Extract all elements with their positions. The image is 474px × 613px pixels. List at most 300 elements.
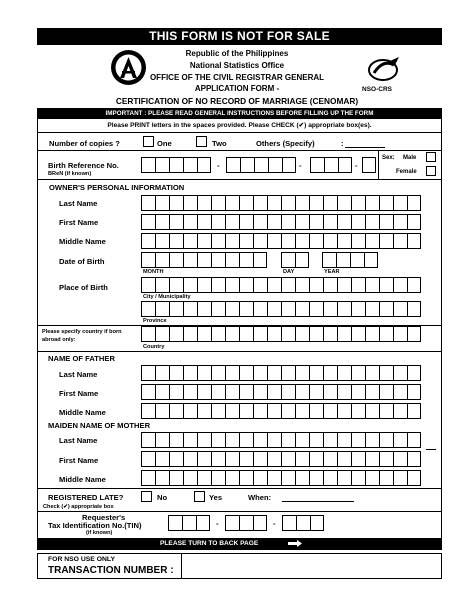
input-cell[interactable] <box>295 277 309 293</box>
owner-dob-year-field[interactable] <box>322 252 378 268</box>
input-cell[interactable] <box>364 252 378 268</box>
input-cell[interactable] <box>183 214 197 230</box>
input-cell[interactable] <box>351 301 365 317</box>
input-cell[interactable] <box>309 301 323 317</box>
input-cell[interactable] <box>155 326 169 342</box>
input-cell[interactable] <box>379 195 393 211</box>
owner-dob-month-field[interactable] <box>141 252 267 268</box>
input-cell[interactable] <box>141 470 155 486</box>
input-cell[interactable] <box>323 432 337 448</box>
input-cell[interactable] <box>253 277 267 293</box>
input-cell[interactable] <box>407 214 421 230</box>
input-cell[interactable] <box>281 195 295 211</box>
input-cell[interactable] <box>183 384 197 400</box>
input-cell[interactable] <box>267 326 281 342</box>
input-cell[interactable] <box>253 403 267 419</box>
input-cell[interactable] <box>183 326 197 342</box>
input-cell[interactable] <box>211 432 225 448</box>
input-cell[interactable] <box>365 432 379 448</box>
input-cell[interactable] <box>169 451 183 467</box>
input-cell[interactable] <box>155 157 169 173</box>
input-cell[interactable] <box>211 277 225 293</box>
tin-part2[interactable] <box>225 515 267 531</box>
input-cell[interactable] <box>183 403 197 419</box>
input-cell[interactable] <box>407 432 421 448</box>
input-cell[interactable] <box>197 277 211 293</box>
sex-male-checkbox[interactable] <box>426 152 436 162</box>
breN-part3[interactable] <box>310 157 352 173</box>
input-cell[interactable] <box>253 214 267 230</box>
input-cell[interactable] <box>169 301 183 317</box>
input-cell[interactable] <box>155 384 169 400</box>
input-cell[interactable] <box>281 277 295 293</box>
input-cell[interactable] <box>323 326 337 342</box>
input-cell[interactable] <box>253 252 267 268</box>
input-cell[interactable] <box>407 233 421 249</box>
input-cell[interactable] <box>323 277 337 293</box>
input-cell[interactable] <box>393 470 407 486</box>
input-cell[interactable] <box>365 233 379 249</box>
input-cell[interactable] <box>141 326 155 342</box>
input-cell[interactable] <box>281 365 295 381</box>
input-cell[interactable] <box>337 195 351 211</box>
input-cell[interactable] <box>211 470 225 486</box>
input-cell[interactable] <box>323 301 337 317</box>
input-cell[interactable] <box>168 515 182 531</box>
input-cell[interactable] <box>281 384 295 400</box>
input-cell[interactable] <box>169 214 183 230</box>
late-when-field[interactable] <box>282 501 354 502</box>
sex-female-checkbox[interactable] <box>426 166 436 176</box>
input-cell[interactable] <box>281 252 295 268</box>
input-cell[interactable] <box>351 384 365 400</box>
late-yes-checkbox[interactable] <box>194 491 205 502</box>
input-cell[interactable] <box>365 384 379 400</box>
input-cell[interactable] <box>337 365 351 381</box>
input-cell[interactable] <box>365 301 379 317</box>
input-cell[interactable] <box>225 470 239 486</box>
input-cell[interactable] <box>239 451 253 467</box>
copies-one-checkbox[interactable] <box>143 136 154 147</box>
input-cell[interactable] <box>239 326 253 342</box>
input-cell[interactable] <box>169 470 183 486</box>
input-cell[interactable] <box>225 301 239 317</box>
input-cell[interactable] <box>267 277 281 293</box>
input-cell[interactable] <box>197 252 211 268</box>
input-cell[interactable] <box>310 515 324 531</box>
abroad-country-field[interactable] <box>141 326 421 342</box>
owner-pob-city-field[interactable] <box>141 277 421 293</box>
input-cell[interactable] <box>365 470 379 486</box>
input-cell[interactable] <box>183 195 197 211</box>
input-cell[interactable] <box>393 301 407 317</box>
input-cell[interactable] <box>169 195 183 211</box>
input-cell[interactable] <box>225 365 239 381</box>
input-cell[interactable] <box>155 195 169 211</box>
input-cell[interactable] <box>225 214 239 230</box>
mother-middle-name-field[interactable] <box>141 470 421 486</box>
input-cell[interactable] <box>169 157 183 173</box>
input-cell[interactable] <box>309 195 323 211</box>
input-cell[interactable] <box>282 515 296 531</box>
input-cell[interactable] <box>309 384 323 400</box>
input-cell[interactable] <box>141 157 155 173</box>
input-cell[interactable] <box>309 365 323 381</box>
input-cell[interactable] <box>337 326 351 342</box>
input-cell[interactable] <box>197 432 211 448</box>
input-cell[interactable] <box>253 515 267 531</box>
input-cell[interactable] <box>169 432 183 448</box>
input-cell[interactable] <box>155 301 169 317</box>
input-cell[interactable] <box>155 214 169 230</box>
input-cell[interactable] <box>225 515 239 531</box>
input-cell[interactable] <box>323 384 337 400</box>
input-cell[interactable] <box>295 403 309 419</box>
input-cell[interactable] <box>281 403 295 419</box>
input-cell[interactable] <box>407 277 421 293</box>
input-cell[interactable] <box>309 470 323 486</box>
input-cell[interactable] <box>337 403 351 419</box>
input-cell[interactable] <box>141 252 155 268</box>
input-cell[interactable] <box>253 451 267 467</box>
input-cell[interactable] <box>141 233 155 249</box>
input-cell[interactable] <box>379 470 393 486</box>
input-cell[interactable] <box>155 252 169 268</box>
input-cell[interactable] <box>211 451 225 467</box>
input-cell[interactable] <box>239 252 253 268</box>
input-cell[interactable] <box>197 233 211 249</box>
input-cell[interactable] <box>225 252 239 268</box>
input-cell[interactable] <box>282 157 296 173</box>
input-cell[interactable] <box>183 157 197 173</box>
input-cell[interactable] <box>281 451 295 467</box>
input-cell[interactable] <box>393 365 407 381</box>
mother-first-name-field[interactable] <box>141 451 421 467</box>
input-cell[interactable] <box>365 403 379 419</box>
input-cell[interactable] <box>323 451 337 467</box>
input-cell[interactable] <box>337 470 351 486</box>
input-cell[interactable] <box>141 365 155 381</box>
input-cell[interactable] <box>239 470 253 486</box>
input-cell[interactable] <box>281 233 295 249</box>
input-cell[interactable] <box>183 277 197 293</box>
input-cell[interactable] <box>155 233 169 249</box>
input-cell[interactable] <box>351 326 365 342</box>
input-cell[interactable] <box>365 277 379 293</box>
input-cell[interactable] <box>393 403 407 419</box>
input-cell[interactable] <box>379 214 393 230</box>
input-cell[interactable] <box>407 326 421 342</box>
input-cell[interactable] <box>365 365 379 381</box>
input-cell[interactable] <box>225 277 239 293</box>
input-cell[interactable] <box>225 403 239 419</box>
owner-middle-name-field[interactable] <box>141 233 421 249</box>
input-cell[interactable] <box>337 277 351 293</box>
input-cell[interactable] <box>183 470 197 486</box>
input-cell[interactable] <box>141 214 155 230</box>
input-cell[interactable] <box>183 365 197 381</box>
input-cell[interactable] <box>267 195 281 211</box>
input-cell[interactable] <box>155 470 169 486</box>
input-cell[interactable] <box>295 233 309 249</box>
input-cell[interactable] <box>253 195 267 211</box>
input-cell[interactable] <box>253 326 267 342</box>
input-cell[interactable] <box>295 252 309 268</box>
input-cell[interactable] <box>239 195 253 211</box>
input-cell[interactable] <box>141 301 155 317</box>
input-cell[interactable] <box>197 470 211 486</box>
input-cell[interactable] <box>211 365 225 381</box>
input-cell[interactable] <box>281 326 295 342</box>
input-cell[interactable] <box>322 252 336 268</box>
input-cell[interactable] <box>323 403 337 419</box>
input-cell[interactable] <box>253 365 267 381</box>
breN-part4[interactable] <box>362 157 376 173</box>
input-cell[interactable] <box>267 470 281 486</box>
input-cell[interactable] <box>337 451 351 467</box>
input-cell[interactable] <box>183 432 197 448</box>
input-cell[interactable] <box>351 233 365 249</box>
input-cell[interactable] <box>141 451 155 467</box>
input-cell[interactable] <box>225 233 239 249</box>
input-cell[interactable] <box>197 365 211 381</box>
input-cell[interactable] <box>309 451 323 467</box>
input-cell[interactable] <box>323 470 337 486</box>
input-cell[interactable] <box>379 451 393 467</box>
input-cell[interactable] <box>393 195 407 211</box>
input-cell[interactable] <box>141 432 155 448</box>
input-cell[interactable] <box>310 157 324 173</box>
input-cell[interactable] <box>309 432 323 448</box>
input-cell[interactable] <box>407 451 421 467</box>
input-cell[interactable] <box>211 195 225 211</box>
input-cell[interactable] <box>254 157 268 173</box>
input-cell[interactable] <box>295 470 309 486</box>
input-cell[interactable] <box>183 233 197 249</box>
input-cell[interactable] <box>267 403 281 419</box>
input-cell[interactable] <box>141 403 155 419</box>
breN-part2[interactable] <box>226 157 296 173</box>
input-cell[interactable] <box>393 451 407 467</box>
input-cell[interactable] <box>239 365 253 381</box>
input-cell[interactable] <box>309 277 323 293</box>
input-cell[interactable] <box>197 214 211 230</box>
input-cell[interactable] <box>365 195 379 211</box>
input-cell[interactable] <box>253 301 267 317</box>
tin-part3[interactable] <box>282 515 324 531</box>
input-cell[interactable] <box>379 365 393 381</box>
father-first-name-field[interactable] <box>141 384 421 400</box>
owner-dob-day-field[interactable] <box>281 252 309 268</box>
input-cell[interactable] <box>351 403 365 419</box>
input-cell[interactable] <box>169 233 183 249</box>
input-cell[interactable] <box>239 277 253 293</box>
input-cell[interactable] <box>253 384 267 400</box>
input-cell[interactable] <box>267 301 281 317</box>
input-cell[interactable] <box>141 384 155 400</box>
input-cell[interactable] <box>225 384 239 400</box>
input-cell[interactable] <box>267 384 281 400</box>
input-cell[interactable] <box>295 326 309 342</box>
input-cell[interactable] <box>211 384 225 400</box>
input-cell[interactable] <box>211 403 225 419</box>
input-cell[interactable] <box>309 403 323 419</box>
owner-last-name-field[interactable] <box>141 195 421 211</box>
input-cell[interactable] <box>169 403 183 419</box>
input-cell[interactable] <box>309 214 323 230</box>
input-cell[interactable] <box>211 326 225 342</box>
input-cell[interactable] <box>239 515 253 531</box>
input-cell[interactable] <box>393 214 407 230</box>
input-cell[interactable] <box>267 365 281 381</box>
input-cell[interactable] <box>196 515 210 531</box>
input-cell[interactable] <box>225 451 239 467</box>
input-cell[interactable] <box>393 277 407 293</box>
input-cell[interactable] <box>267 214 281 230</box>
input-cell[interactable] <box>225 432 239 448</box>
input-cell[interactable] <box>267 451 281 467</box>
input-cell[interactable] <box>239 403 253 419</box>
input-cell[interactable] <box>323 195 337 211</box>
input-cell[interactable] <box>379 432 393 448</box>
input-cell[interactable] <box>323 214 337 230</box>
input-cell[interactable] <box>155 451 169 467</box>
input-cell[interactable] <box>239 214 253 230</box>
input-cell[interactable] <box>379 301 393 317</box>
input-cell[interactable] <box>393 326 407 342</box>
input-cell[interactable] <box>169 277 183 293</box>
input-cell[interactable] <box>351 195 365 211</box>
input-cell[interactable] <box>407 384 421 400</box>
input-cell[interactable] <box>324 157 338 173</box>
input-cell[interactable] <box>197 326 211 342</box>
input-cell[interactable] <box>169 365 183 381</box>
input-cell[interactable] <box>295 195 309 211</box>
input-cell[interactable] <box>253 470 267 486</box>
input-cell[interactable] <box>337 301 351 317</box>
input-cell[interactable] <box>239 432 253 448</box>
breN-part1[interactable] <box>141 157 211 173</box>
input-cell[interactable] <box>309 326 323 342</box>
input-cell[interactable] <box>268 157 282 173</box>
input-cell[interactable] <box>337 214 351 230</box>
input-cell[interactable] <box>253 233 267 249</box>
input-cell[interactable] <box>211 214 225 230</box>
input-cell[interactable] <box>155 365 169 381</box>
input-cell[interactable] <box>226 157 240 173</box>
input-cell[interactable] <box>183 301 197 317</box>
copies-two-checkbox[interactable] <box>196 136 207 147</box>
input-cell[interactable] <box>407 301 421 317</box>
input-cell[interactable] <box>351 470 365 486</box>
input-cell[interactable] <box>379 384 393 400</box>
input-cell[interactable] <box>393 384 407 400</box>
input-cell[interactable] <box>379 326 393 342</box>
input-cell[interactable] <box>336 252 350 268</box>
input-cell[interactable] <box>393 432 407 448</box>
copies-others-field[interactable] <box>345 147 385 148</box>
input-cell[interactable] <box>295 301 309 317</box>
input-cell[interactable] <box>323 233 337 249</box>
input-cell[interactable] <box>365 326 379 342</box>
input-cell[interactable] <box>281 301 295 317</box>
input-cell[interactable] <box>379 233 393 249</box>
input-cell[interactable] <box>197 195 211 211</box>
input-cell[interactable] <box>351 214 365 230</box>
input-cell[interactable] <box>253 432 267 448</box>
input-cell[interactable] <box>211 233 225 249</box>
input-cell[interactable] <box>295 384 309 400</box>
input-cell[interactable] <box>240 157 254 173</box>
input-cell[interactable] <box>309 233 323 249</box>
input-cell[interactable] <box>197 301 211 317</box>
input-cell[interactable] <box>295 432 309 448</box>
input-cell[interactable] <box>197 403 211 419</box>
owner-pob-province-field[interactable] <box>141 301 421 317</box>
input-cell[interactable] <box>183 252 197 268</box>
input-cell[interactable] <box>407 195 421 211</box>
input-cell[interactable] <box>365 214 379 230</box>
input-cell[interactable] <box>351 365 365 381</box>
input-cell[interactable] <box>169 384 183 400</box>
input-cell[interactable] <box>281 470 295 486</box>
input-cell[interactable] <box>183 451 197 467</box>
input-cell[interactable] <box>337 432 351 448</box>
input-cell[interactable] <box>225 195 239 211</box>
input-cell[interactable] <box>267 432 281 448</box>
input-cell[interactable] <box>295 214 309 230</box>
late-no-checkbox[interactable] <box>141 491 152 502</box>
input-cell[interactable] <box>323 365 337 381</box>
input-cell[interactable] <box>155 277 169 293</box>
input-cell[interactable] <box>197 384 211 400</box>
input-cell[interactable] <box>155 403 169 419</box>
input-cell[interactable] <box>379 277 393 293</box>
owner-first-name-field[interactable] <box>141 214 421 230</box>
input-cell[interactable] <box>337 233 351 249</box>
input-cell[interactable] <box>407 403 421 419</box>
input-cell[interactable] <box>169 252 183 268</box>
input-cell[interactable] <box>295 365 309 381</box>
input-cell[interactable] <box>169 326 183 342</box>
input-cell[interactable] <box>141 277 155 293</box>
input-cell[interactable] <box>281 214 295 230</box>
input-cell[interactable] <box>407 470 421 486</box>
input-cell[interactable] <box>351 432 365 448</box>
father-last-name-field[interactable] <box>141 365 421 381</box>
input-cell[interactable] <box>296 515 310 531</box>
input-cell[interactable] <box>197 157 211 173</box>
input-cell[interactable] <box>225 326 239 342</box>
input-cell[interactable] <box>182 515 196 531</box>
mother-last-name-field[interactable] <box>141 432 421 448</box>
input-cell[interactable] <box>211 301 225 317</box>
input-cell[interactable] <box>379 403 393 419</box>
input-cell[interactable] <box>239 384 253 400</box>
input-cell[interactable] <box>295 451 309 467</box>
input-cell[interactable] <box>365 451 379 467</box>
input-cell[interactable] <box>407 365 421 381</box>
input-cell[interactable] <box>211 252 225 268</box>
input-cell[interactable] <box>337 384 351 400</box>
input-cell[interactable] <box>267 233 281 249</box>
input-cell[interactable] <box>351 451 365 467</box>
input-cell[interactable] <box>141 195 155 211</box>
input-cell[interactable] <box>155 432 169 448</box>
input-cell[interactable] <box>281 432 295 448</box>
input-cell[interactable] <box>351 277 365 293</box>
input-cell[interactable] <box>393 233 407 249</box>
